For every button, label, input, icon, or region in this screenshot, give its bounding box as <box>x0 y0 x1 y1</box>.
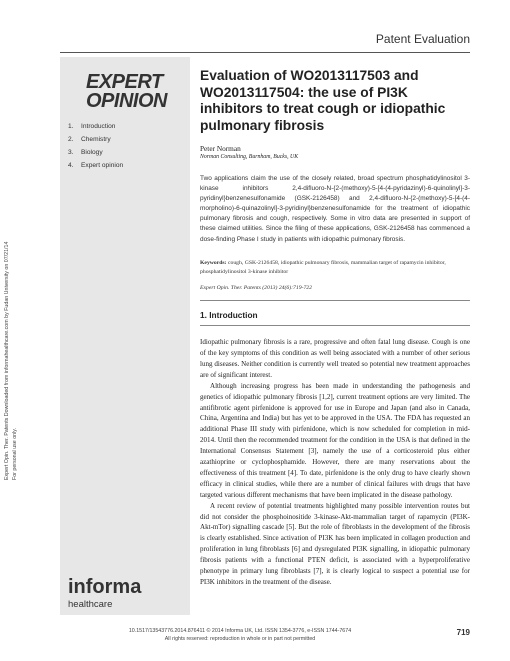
divider <box>200 300 470 301</box>
margin-download-note: Expert Opin. Ther. Patents Downloaded from informahealthcare.com by Fudan University on 07/21/14 <box>4 241 10 480</box>
publisher-logo <box>68 577 141 610</box>
toc-item-biology[interactable]: 3. Biology <box>68 149 103 156</box>
paragraph: Although increasing progress has been made in understanding the pathogenesis and genetics of idiopathic pulmonary fibrosis [1,2], current treatment options are very limited. The antifibrotic agent pirfenidone is approved for use in Europe and Japan (and also in Canada, China, Argentina and India) but has yet to be approved in the USA. The FDA has requested an additional Phase III study with pirfenidone, which is now scheduled for completion in mid-2014. Until then the recommended treatment for the condition in the USA is that defined in the International Consensus Statement [3], namely the use of a corticosteroid plus either azathioprine or cyclophosphamide. However, there are many reservations about the effectiveness of this treatment [4]. To date, pirfenidone is the only drug to have clearly shown efficacy in clinical studies, while there are a number of clinical failures with drugs that have targeted various different mechanisms that have been implicated in the disease pathology. <box>200 381 470 499</box>
article-title: Evaluation of WO2013117503 and WO2013117504: the use of PI3K inhibitors to treat cough or idiopathic pulmonary fibrosis <box>200 68 446 133</box>
header-rule <box>60 52 470 53</box>
keywords-label: Keywords: <box>200 259 227 266</box>
author-name: Peter Norman <box>200 144 241 153</box>
paragraph: A recent review of potential treatments highlighted many possible intervention routes but did not consider the phosphoinositide 3-kinase-Akt-mammalian target of rapamycin (PI3K-Akt-mTor) signalling cascade [5]. But the role of fibroblasts in the development of the fibrosis is clearly established. Since activation of PI3K has been implicated in collagen production and proliferation in lung fibroblasts [6] and dysregulated PI3K signalling, in idiopathic pulmonary fibrosis patients with a functional PTEN deficit, is associated with a hyperproliferative phenotype in primary lung fibroblasts [7], it is clearly logical to suspect a potential use for PI3K inhibitors in the treatment of the disease. <box>200 501 470 586</box>
logo-line-1: EXPERT <box>86 71 163 93</box>
toc-item-expert-opinion[interactable]: 4. Expert opinion <box>68 162 124 169</box>
toc-item-chemistry[interactable]: 2. Chemistry <box>68 136 111 143</box>
section-heading: 1. Introduction <box>200 310 258 321</box>
divider <box>200 325 470 326</box>
page-footer <box>60 628 470 658</box>
logo-line-2: OPINION <box>86 90 167 112</box>
margin-personal-use-note: For personal use only. <box>12 427 18 480</box>
toc-item-introduction[interactable]: 1. Introduction <box>68 123 116 130</box>
abstract: Two applications claim the use of the closely related, broad spectrum phosphatidylinositol 3-kinase inhibitors 2,4-difluoro-N-{2-(methoxy)-5-[4-(4-pyridazinyl)-6-quinolinyl]-3-pyridinyl}benzenesulfonamide (GSK-2126458) and 2,4-difluoro-N-{2-(methoxy)-5-[4-(4-morpholino)-6-quinazolinyl]-3-pyridinyl}benzenesulfonamide for the treatment of idiopathic pulmonary fibrosis and cough, respectively. Some in vitro data are presented in support of these claimed utilities. Since the filing of these applications, GSK-2126458 has commenced a dose-finding Phase I study in patients with idiopathic pulmonary fibrosis. <box>200 175 470 243</box>
keywords <box>200 259 470 277</box>
doi-line: 10.1517/13543776.2014.876411 © 2014 Informa UK, Ltd. ISSN 1354-3776, e-ISSN 1744-7674 <box>128 628 352 634</box>
journal-logo <box>86 73 167 111</box>
publisher-subtitle: healthcare <box>68 599 113 610</box>
publisher-name: informa <box>68 576 142 598</box>
page-number: 719 <box>456 628 470 637</box>
paragraph: Idiopathic pulmonary fibrosis is a rare, progressive and often fatal lung disease. Cough is one of the key symptoms of this condition as well being associated with a number of other serious lung diseases. Neither condition is currently well treated so potential new treatment approaches are of significant interest. <box>200 338 470 379</box>
article-main <box>200 68 470 588</box>
section-label: Patent Evaluation <box>375 32 470 46</box>
body-text <box>200 337 470 588</box>
keywords-list: cough, GSK-2126458, idiopathic pulmonary fibrosis, mammalian target of rapamycin inhibitor, phosphatidylinositol 3-kinase inhibitor <box>200 259 446 275</box>
rights-line: All rights reserved: reproduction in whole or in part not permitted <box>164 635 316 642</box>
footer-copyright <box>60 628 420 643</box>
table-of-contents <box>68 123 123 175</box>
article-sidebar <box>60 57 190 615</box>
author-affiliation: Norman Consulting, Burnham, Bucks, UK <box>200 154 299 160</box>
citation: Expert Opin. Ther. Patents (2013) 24(6):719-722 <box>200 285 312 292</box>
